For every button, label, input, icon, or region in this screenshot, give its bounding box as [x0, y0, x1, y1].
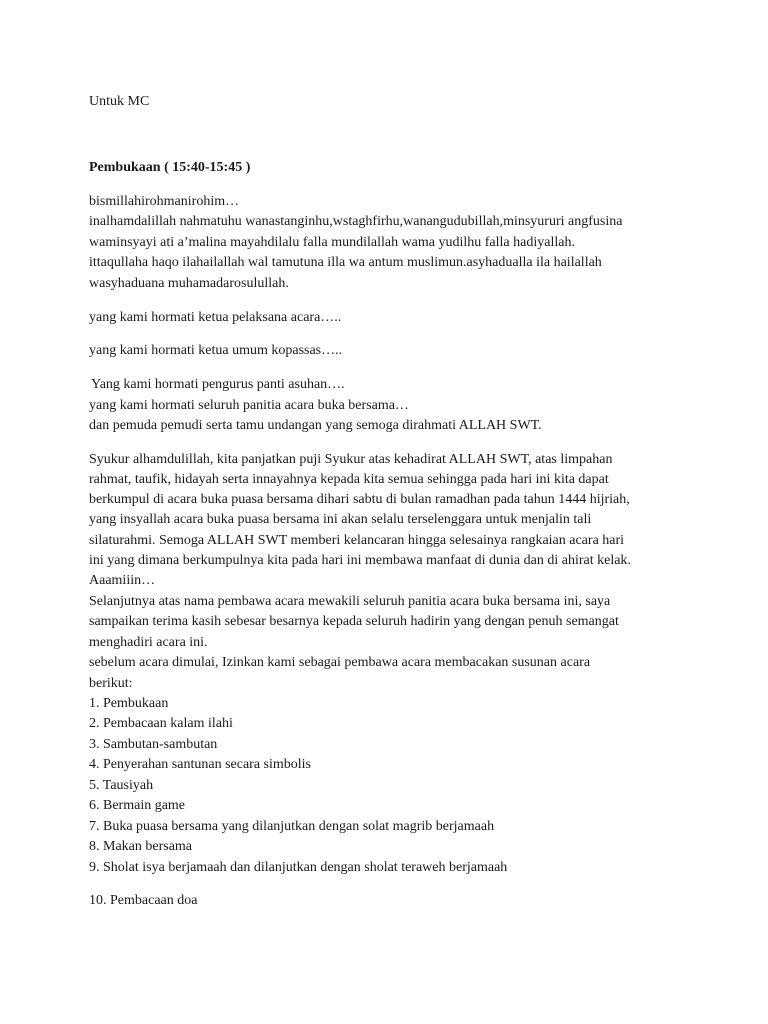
paragraph-line: rahmat, taufik, hidayah serta innayahnya kepada kita semua sehingga pada hari ini kita dapat: [89, 472, 609, 487]
paragraph-line: silaturahmi. Semoga ALLAH SWT memberi kelancaran hingga selesainya rangkaian acara hari: [89, 533, 625, 548]
paragraph-line: yang insyallah acara buka puasa bersama ini akan selalu terselenggara untuk menjalin tali: [89, 512, 592, 527]
agenda-item: 8. Makan bersama: [89, 839, 193, 854]
paragraph-line: inalhamdalillah nahmatuhu wanastanginhu,wstaghfirhu,wanangudubillah,minsyururi angfusina: [89, 214, 623, 229]
paragraph-line: berkumpul di acara buka puasa bersama dihari sabtu di bulan ramadhan pada tahun 1444 hijriah,: [89, 492, 630, 507]
section-title: Pembukaan ( 15:40-15:45 ): [89, 160, 251, 175]
agenda-item: 4. Penyerahan santunan secara simbolis: [89, 757, 311, 772]
paragraph-line: Syukur alhamdulillah, kita panjatkan puji Syukur atas kehadirat ALLAH SWT, atas limpahan: [89, 452, 613, 467]
greeting-line: Yang kami hormati pengurus panti asuhan….: [91, 377, 345, 392]
paragraph-line: sebelum acara dimulai, Izinkan kami sebagai pembawa acara membacakan susunan acara: [89, 655, 591, 670]
document-header: Untuk MC: [89, 94, 150, 109]
paragraph-line: ittaqullaha haqo ilahailallah wal tamutuna illa wa antum muslimun.asyhadualla ila hailallah: [89, 255, 602, 270]
agenda-item: 7. Buka puasa bersama yang dilanjutkan dengan solat magrib berjamaah: [89, 819, 495, 834]
paragraph-line: Selanjutnya atas nama pembawa acara mewakili seluruh panitia acara buka bersama ini, saya: [89, 594, 611, 609]
agenda-item: 5. Tausiyah: [89, 778, 154, 793]
paragraph-line: bismillahirohmanirohim…: [89, 194, 240, 209]
paragraph-line: sampaikan terima kasih sebesar besarnya kepada seluruh hadirin yang dengan penuh semangat: [89, 614, 619, 629]
agenda-item: 9. Sholat isya berjamaah dan dilanjutkan dengan sholat teraweh berjamaah: [89, 860, 508, 875]
greeting-line: yang kami hormati seluruh panitia acara buka bersama…: [89, 398, 409, 413]
greeting-line: dan pemuda pemudi serta tamu undangan yang semoga dirahmati ALLAH SWT.: [89, 418, 542, 433]
paragraph-line: waminsyayi ati a’malina mayahdilalu falla mundilallah wama yudilhu falla hadiyallah.: [89, 235, 575, 250]
agenda-item: 3. Sambutan-sambutan: [89, 737, 218, 752]
agenda-item: 10. Pembacaan doa: [89, 893, 198, 908]
greeting-line: yang kami hormati ketua umum kopassas…..: [89, 343, 343, 358]
paragraph-line: ini yang dimana berkumpulnya kita pada hari ini membawa manfaat di dunia dan di ahirat kelak.: [89, 553, 631, 568]
greeting-line: yang kami hormati ketua pelaksana acara…..: [89, 310, 342, 325]
agenda-item: 2. Pembacaan kalam ilahi: [89, 716, 233, 731]
paragraph-line: Aaamiiin…: [89, 573, 156, 588]
agenda-item: 1. Pembukaan: [89, 696, 169, 711]
paragraph-line: berikut:: [89, 676, 133, 691]
paragraph-line: wasyhaduana muhamadarosulullah.: [89, 276, 289, 291]
agenda-item: 6. Bermain game: [89, 798, 186, 813]
paragraph-line: menghadiri acara ini.: [89, 635, 208, 650]
